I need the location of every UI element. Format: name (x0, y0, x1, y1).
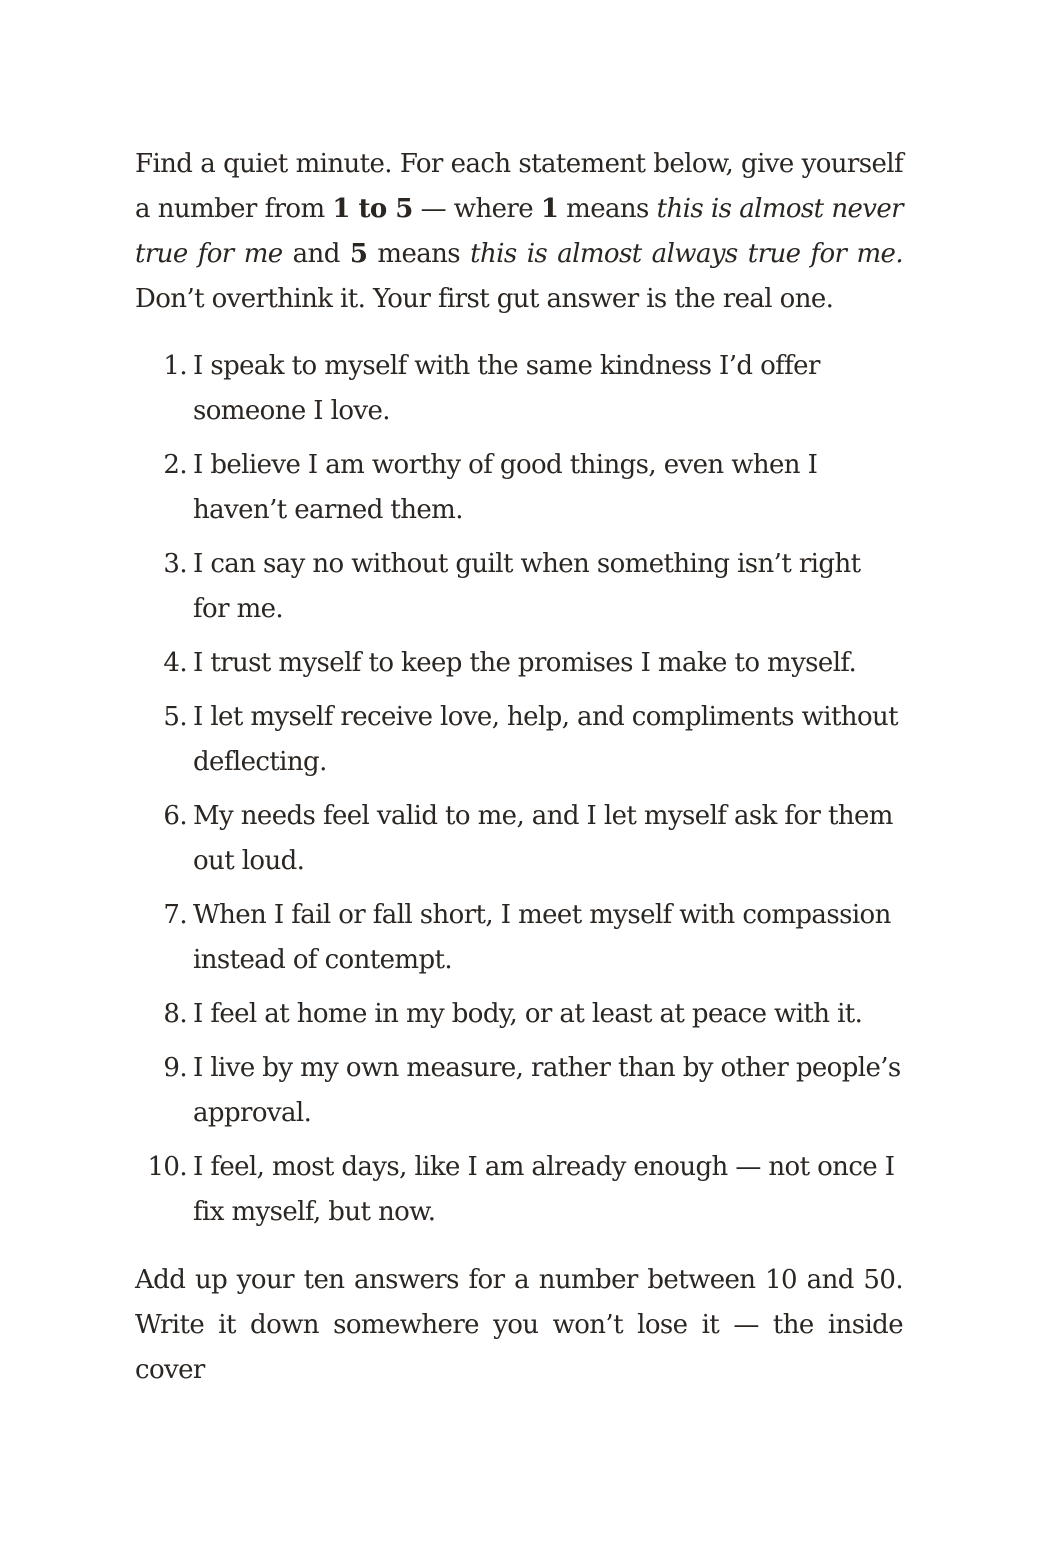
intro-range-bold: 1 to 5 (332, 194, 413, 224)
list-item (135, 695, 903, 785)
list-item-number: 9. (163, 1053, 187, 1083)
list-item-number: 2. (163, 450, 187, 480)
list-item-number: 8. (163, 999, 187, 1029)
intro-text: Find a quiet minute. For each statement below, give yourself a number from (135, 149, 903, 224)
list-item-number: 1. (163, 351, 187, 381)
list-item (135, 344, 903, 434)
list-item-number: 10. (147, 1152, 187, 1182)
list-item (135, 641, 903, 686)
list-item (135, 443, 903, 533)
list-item-number: 7. (163, 900, 187, 930)
list-item (135, 542, 903, 632)
intro-always-italic: this is almost always true for me. (470, 239, 903, 269)
list-item-text: My needs feel valid to me, and I let myself ask for them out loud. (193, 801, 893, 876)
list-item-number: 5. (163, 702, 187, 732)
intro-text: — where (412, 194, 541, 224)
list-item-number: 3. (163, 549, 187, 579)
intro-text: Don’t overthink it. Your first gut answer is the real one. (135, 284, 834, 314)
intro-never-italic: this is almost never true for me (135, 194, 903, 269)
list-item-text: I let myself receive love, help, and compliments without deflecting. (193, 702, 898, 777)
document-page (135, 142, 903, 1393)
list-item-text: I believe I am worthy of good things, even when I haven’t earned them. (193, 450, 818, 525)
list-item (135, 1046, 903, 1136)
list-item-number: 6. (163, 801, 187, 831)
list-item-text: I trust myself to keep the promises I make to myself. (193, 648, 857, 678)
intro-text: and (282, 239, 350, 269)
statement-list (135, 344, 903, 1235)
closing-paragraph: Add up your ten answers for a number between 10 and 50. Write it down somewhere you won’t lose it — the inside cover (135, 1265, 903, 1385)
list-item (135, 992, 903, 1037)
intro-one-bold: 1 (540, 194, 559, 224)
intro-text: means (558, 194, 657, 224)
list-item-text: I feel at home in my body, or at least at peace with it. (193, 999, 863, 1029)
list-item (135, 794, 903, 884)
intro-text: means (367, 239, 471, 269)
intro-paragraph (135, 142, 903, 322)
list-item-number: 4. (163, 648, 187, 678)
list-item (135, 1145, 903, 1235)
intro-five-bold: 5 (349, 239, 368, 269)
list-item-text: When I fail or fall short, I meet myself with compassion instead of contempt. (193, 900, 891, 975)
list-item-text: I can say no without guilt when something isn’t right for me. (193, 549, 861, 624)
list-item-text: I feel, most days, like I am already enough — not once I fix myself, but now. (193, 1152, 895, 1227)
list-item (135, 893, 903, 983)
list-item-text: I speak to myself with the same kindness I’d offer someone I love. (193, 351, 820, 426)
list-item-text: I live by my own measure, rather than by other people’s approval. (193, 1053, 901, 1128)
